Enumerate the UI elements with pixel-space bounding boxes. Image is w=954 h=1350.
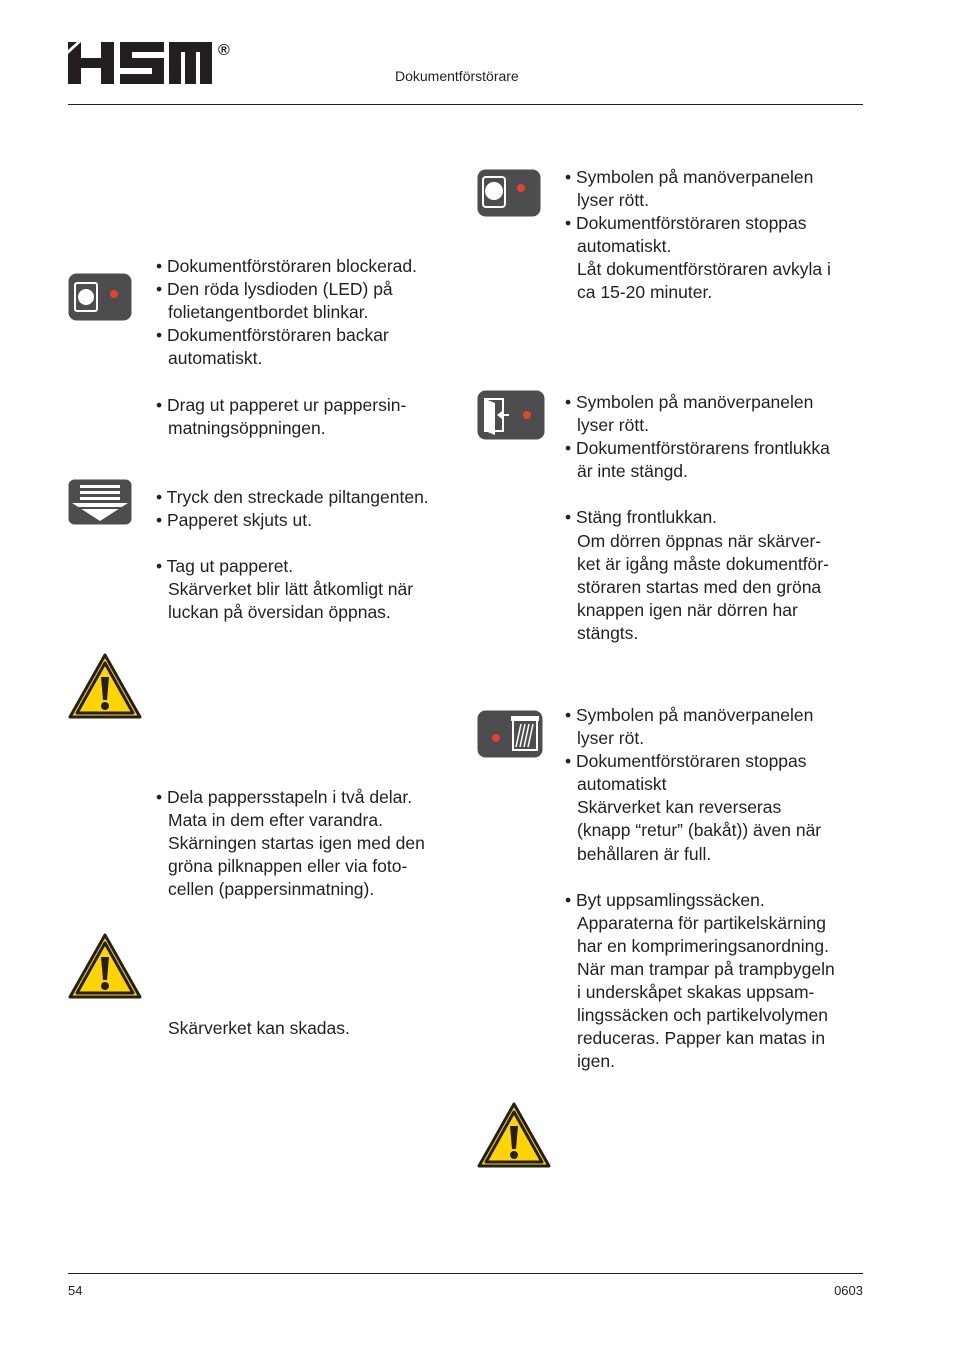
text-line: ca 15-20 minuter. — [577, 282, 713, 303]
text-line: När man trampar på trampbygeln — [577, 959, 835, 980]
text-line: ket är igång måste dokumentför- — [577, 553, 829, 574]
text-line: folietangentbordet blinkar. — [168, 302, 369, 323]
text-line: automatiskt — [577, 774, 667, 795]
text-line: stängts. — [577, 622, 639, 643]
text-line: Skärverket blir lätt åtkomligt när — [168, 579, 414, 600]
text-line: cellen (pappersinmatning). — [168, 879, 375, 900]
text-line: är inte stängd. — [577, 461, 688, 482]
bin-description — [565, 704, 835, 1074]
warning-triangle-icon — [68, 933, 142, 999]
text-line: • Dela pappersstapeln i två delar. — [156, 787, 413, 807]
warning-triangle-icon — [477, 1102, 551, 1168]
header-rule — [68, 104, 863, 105]
text-line: • Dokumentförstöraren stoppas — [565, 751, 807, 772]
shredder-blocked-led-icon — [68, 273, 132, 321]
damage-warning-text: Skärverket kan skadas. — [168, 1018, 350, 1038]
striped-arrow-key-icon — [68, 479, 132, 525]
text-line: lyser rött. — [577, 190, 649, 211]
text-line: automatiskt. — [168, 348, 263, 369]
text-line: • Tryck den streckade piltangenten. — [156, 487, 429, 507]
registered-mark: ® — [218, 42, 230, 59]
text-line: Skärverket kan reverseras — [577, 797, 782, 818]
text-line: luckan på översidan öppnas. — [168, 602, 391, 623]
door-open-led-icon — [477, 390, 545, 440]
text-line: • Tag ut papperet. — [156, 556, 294, 577]
text-line: matningsöppningen. — [168, 417, 326, 438]
hsm-logo — [68, 38, 238, 88]
text-line: (knapp “retur” (bakåt)) även när — [577, 820, 822, 841]
text-line: knappen igen när dörren har — [577, 599, 798, 620]
text-line: lyser rött. — [577, 415, 649, 436]
text-line: • Dokumentförstörarens frontlukka — [565, 438, 830, 459]
overheat-led-icon — [477, 169, 541, 217]
text-line: Låt dokumentförstöraren avkyla i — [577, 259, 831, 280]
text-line: • Den röda lysdioden (LED) på — [156, 279, 393, 300]
text-line: • Symbolen på manöverpanelen — [565, 705, 814, 725]
text-line: • Dokumentförstöraren blockerad. — [156, 256, 417, 276]
text-line: igen. — [577, 1051, 615, 1072]
text-line: • Byt uppsamlingssäcken. — [565, 889, 765, 910]
reverse-description — [156, 486, 429, 625]
split-description — [156, 786, 425, 901]
text-line: Om dörren öppnas när skärver- — [577, 530, 822, 551]
text-line: • Symbolen på manöverpanelen — [565, 392, 814, 412]
blocked-description — [156, 255, 417, 440]
text-line: Apparaterna för partikelskärning — [577, 912, 827, 933]
text-line: lyser röt. — [577, 728, 645, 749]
overheat-description — [565, 166, 831, 305]
text-line: gröna pilknappen eller via foto- — [168, 856, 408, 877]
text-line: • Drag ut papperet ur pappersin- — [156, 394, 407, 415]
text-line: behållaren är full. — [577, 843, 712, 864]
warning-triangle-icon — [68, 653, 142, 719]
text-line: i underskåpet skakas uppsam- — [577, 982, 815, 1003]
text-line: reduceras. Papper kan matas in — [577, 1028, 826, 1049]
page-header-title: Dokumentförstörare — [395, 68, 519, 84]
text-line: • Dokumentförstöraren backar — [156, 325, 389, 346]
document-code: 0603 — [834, 1283, 863, 1298]
text-line: • Dokumentförstöraren stoppas — [565, 213, 807, 234]
text-line: • Symbolen på manöverpanelen — [565, 167, 814, 187]
text-line: störaren startas med den gröna — [577, 576, 822, 597]
text-line: har en komprimeringsanordning. — [577, 935, 829, 956]
text-line: Skärningen startas igen med den — [168, 833, 425, 854]
text-line: automatiskt. — [577, 236, 672, 257]
text-line: • Papperet skjuts ut. — [156, 510, 312, 531]
page-number: 54 — [68, 1283, 83, 1298]
text-line: Mata in dem efter varandra. — [168, 810, 383, 831]
door-description — [565, 391, 830, 645]
text-line: lingssäcken och partikelvolymen — [577, 1005, 828, 1026]
footer-rule — [68, 1273, 863, 1274]
text-line: • Stäng frontlukkan. — [565, 507, 718, 528]
bin-full-led-icon — [477, 710, 543, 758]
